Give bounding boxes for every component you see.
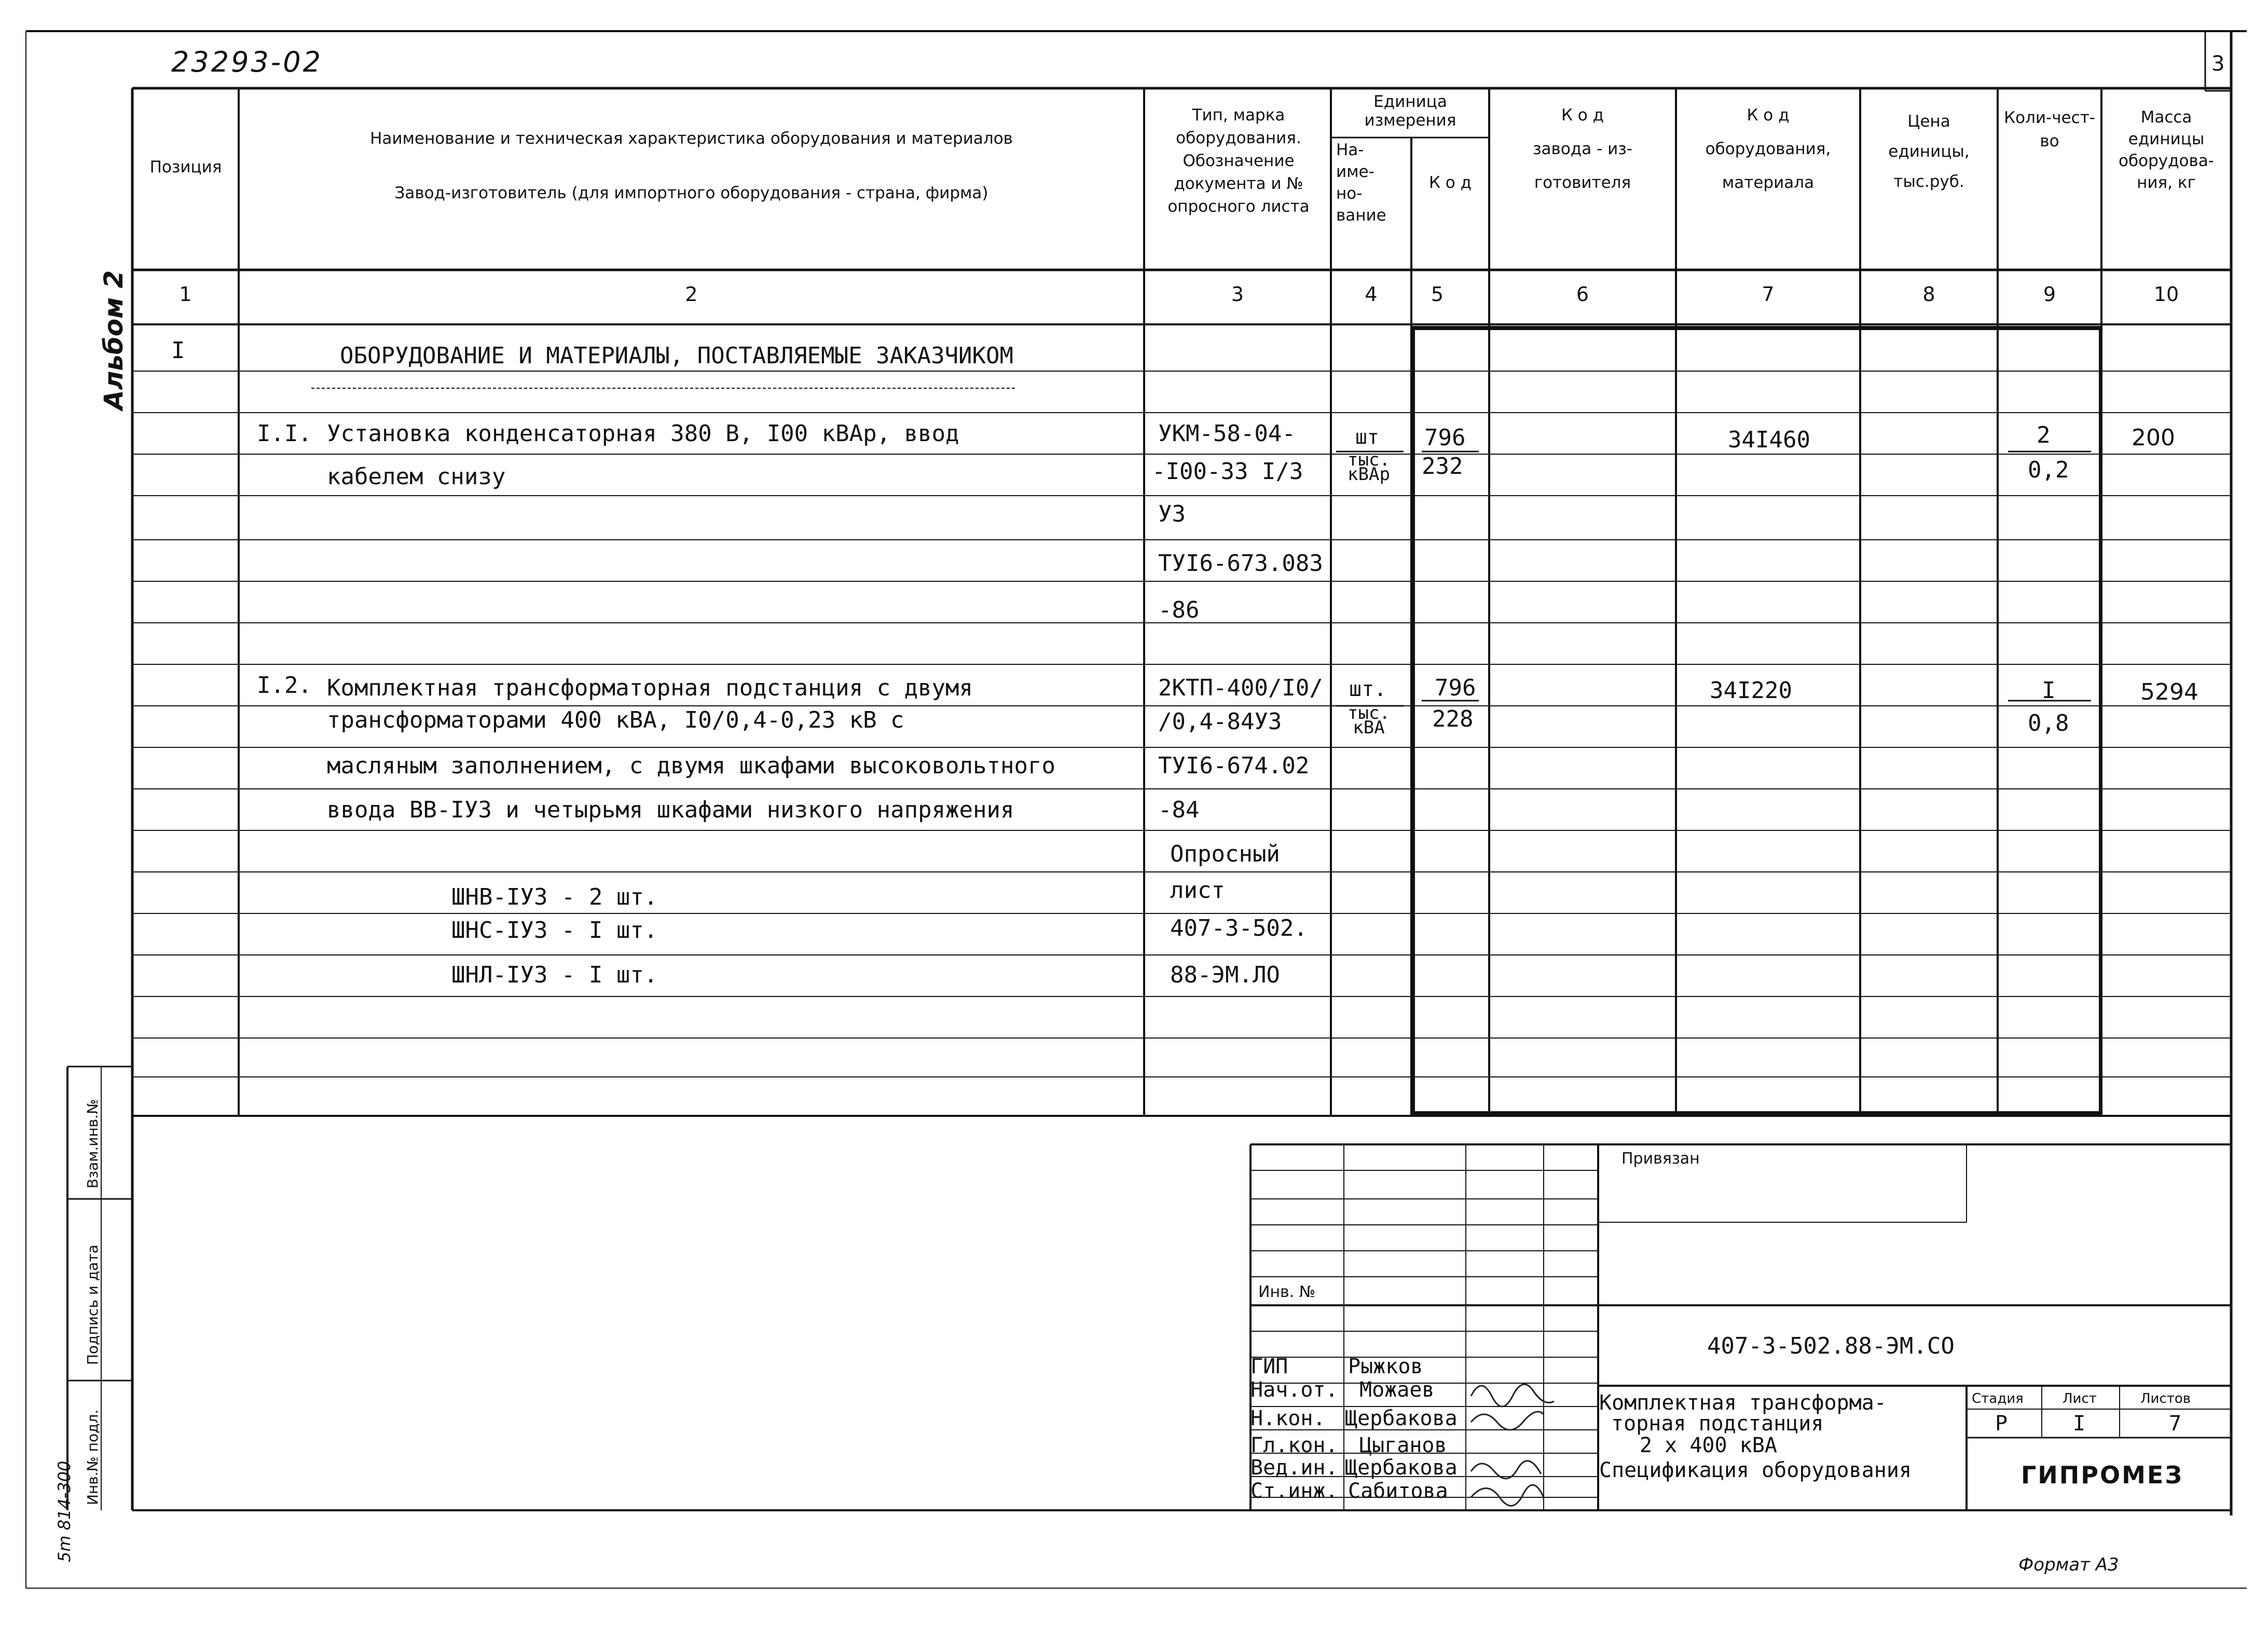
item2-type-2: /0,4-84УЗ <box>1158 708 1282 735</box>
item2-code-2: 228 <box>1432 706 1474 732</box>
stamp-role-4: Гл.кон. <box>1250 1433 1338 1457</box>
item2-type-6: лист <box>1170 877 1225 904</box>
stamp-title-3: 2 х 400 кВА <box>1640 1433 1777 1457</box>
stamp-name-6: Сабитова <box>1348 1479 1448 1503</box>
header-mass: Масса единицы оборудова-ния, кг <box>2119 108 2214 192</box>
item2-mass: 5294 <box>2140 679 2198 705</box>
stamp-role-3: Н.кон. <box>1250 1406 1326 1430</box>
format-label: Формат А3 <box>2018 1554 2119 1575</box>
header-material-code-3: материала <box>1722 173 1815 192</box>
item2-qty-2: 0,8 <box>2028 710 2069 736</box>
item1-unit-1: шт <box>1355 426 1379 448</box>
item2-subitem-2: ШНС-IУЗ - I шт. <box>451 917 658 944</box>
item2-unit-1: шт. <box>1349 677 1387 701</box>
colnum-5: 5 <box>1431 283 1444 306</box>
item2-type-1: 2КТП-400/I0/ <box>1158 675 1323 701</box>
stamp-organization: ГИПРОМЕЗ <box>2021 1461 2184 1489</box>
stamp-role-6: Ст.инж. <box>1250 1479 1338 1503</box>
side-code: 5m 814-300 <box>54 1460 74 1562</box>
item1-unit-2: тыс. кВАр <box>1348 449 1390 485</box>
colnum-6: 6 <box>1576 283 1589 306</box>
header-price: Цена единицы, тыс.руб. <box>1888 112 1970 191</box>
section-position: I <box>171 337 185 364</box>
header-factory-code-3: готовителя <box>1534 173 1631 192</box>
doc-number: 23293-02 <box>171 46 323 78</box>
stamp-inv-no-label: Инв. № <box>1258 1283 1316 1301</box>
item1-qty-1: 2 <box>2037 422 2051 448</box>
header-material-code-1: К о д <box>1747 106 1790 125</box>
stamp-sheets-label: Листов <box>2140 1391 2191 1406</box>
stamp-designation: 407-3-502.88-ЭМ.СО <box>1707 1333 1955 1359</box>
header-position: Позиция <box>149 158 222 176</box>
stamp-title-2: торная подстанция <box>1611 1412 1824 1436</box>
colnum-8: 8 <box>1922 283 1935 306</box>
stamp-title-4: Спецификация оборудования <box>1599 1458 1912 1482</box>
colnum-3: 3 <box>1231 283 1244 306</box>
item2-unit-2: тыс. кВА <box>1348 703 1390 738</box>
header-unit-name: На-име-но-вание <box>1336 141 1386 225</box>
stamp-name-5: Щербакова <box>1345 1456 1458 1480</box>
item1-type-2: -I00-33 I/3 <box>1152 458 1303 485</box>
album-label: Альбом 2 <box>99 270 129 410</box>
side-field-signature-date: Подпись и дата <box>84 1245 101 1365</box>
sheet-corner-number: 3 <box>2211 52 2225 76</box>
stamp-bound-label: Привязан <box>1621 1150 1700 1168</box>
stamp-sheet-label: Лист <box>2063 1391 2097 1406</box>
colnum-1: 1 <box>179 283 192 306</box>
item2-name-line2: трансформаторами 400 кВА, I0/0,4-0,23 кВ с <box>327 707 904 733</box>
item2-subitem-3: ШНЛ-IУЗ - I шт. <box>451 962 658 988</box>
item2-type-5: Опросный <box>1170 841 1280 867</box>
header-factory-code-2: завода - из- <box>1533 140 1632 158</box>
header-quantity: Коли-чест-во <box>2004 108 2095 151</box>
stamp-role-2: Нач.от. <box>1250 1378 1338 1402</box>
item1-code-1: 796 <box>1424 425 1466 451</box>
item2-subitem-1: ШНВ-IУЗ - 2 шт. <box>451 884 658 910</box>
stamp-role-1: ГИП <box>1250 1355 1288 1378</box>
item2-type-3: ТУI6-674.02 <box>1158 753 1310 779</box>
item1-material-code: 34I460 <box>1728 427 1810 453</box>
item1-qty-2: 0,2 <box>2028 457 2069 483</box>
stamp-sheet: I <box>2073 1412 2086 1436</box>
stamp-stage: Р <box>1995 1412 2008 1436</box>
side-field-inv-original: Инв.№ подл. <box>84 1409 101 1505</box>
item1-name-line1: Установка конденсаторная 380 В, I00 кВАр, ввод <box>327 420 959 447</box>
item2-qty-1: I <box>2042 677 2056 704</box>
stamp-name-1: Рыжков <box>1348 1355 1423 1378</box>
item2-name-line4: ввода ВВ-IУЗ и четырьмя шкафами низкого напряжения <box>327 797 1014 823</box>
stamp-name-4: Цыганов <box>1359 1433 1447 1457</box>
header-type: Тип, марка оборудования. Обозначение документа и № опросного листа <box>1167 106 1310 216</box>
colnum-2: 2 <box>685 283 698 306</box>
header-name-line1: Наименование и техническая характеристика оборудования и материалов <box>370 129 1013 148</box>
header-material-code-2: оборудования, <box>1705 140 1831 158</box>
item1-type-4: ТУI6-673.083 <box>1158 550 1323 577</box>
colnum-4: 4 <box>1365 283 1378 306</box>
header-unit: Единица измерения <box>1364 92 1456 130</box>
stamp-sheets: 7 <box>2169 1412 2182 1436</box>
item1-name-line2: кабелем снизу <box>327 463 506 490</box>
item1-type-1: УКМ-58-04- <box>1158 420 1296 447</box>
item2-name-line1: Комплектная трансформаторная подстанция с двумя <box>327 675 973 701</box>
side-field-replace-inv: Взам.инв.№ <box>84 1099 101 1189</box>
header-name-line2: Завод-изготовитель (для импортного оборудования - страна, фирма) <box>394 184 988 202</box>
item2-material-code: 34I220 <box>1710 677 1792 704</box>
item2-type-8: 88-ЭМ.ЛО <box>1170 962 1280 988</box>
item2-type-7: 407-3-502. <box>1170 915 1308 941</box>
colnum-9: 9 <box>2043 283 2056 306</box>
stamp-stage-label: Стадия <box>1972 1391 2024 1406</box>
item1-code-2: 232 <box>1422 453 1463 480</box>
colnum-10: 10 <box>2153 283 2179 306</box>
header-factory-code-1: К о д <box>1561 106 1604 125</box>
stamp-role-5: Вед.ин. <box>1250 1456 1338 1480</box>
stamp-name-2: Можаев <box>1359 1378 1435 1402</box>
stamp-name-3: Щербакова <box>1345 1406 1458 1430</box>
header-unit-code: К о д <box>1428 173 1472 192</box>
stamp-title-1: Комплектная трансформа- <box>1599 1391 1887 1415</box>
item2-code-1: 796 <box>1435 675 1476 701</box>
item1-type-3: УЗ <box>1158 501 1186 527</box>
item1-mass: 200 <box>2132 425 2175 451</box>
item1-type-5: -86 <box>1158 597 1200 623</box>
colnum-7: 7 <box>1762 283 1775 306</box>
item2-type-4: -84 <box>1158 797 1200 823</box>
item1-number: I.I. <box>257 420 312 447</box>
item2-name-line3: масляным заполнением, с двумя шкафами высоковольтного <box>327 753 1055 779</box>
signatures <box>1471 1384 1554 1506</box>
section-title: ОБОРУДОВАНИЕ И МАТЕРИАЛЫ, ПОСТАВЛЯЕМЫЕ ЗАКАЗЧИКОМ <box>340 343 1014 369</box>
item2-number: I.2. <box>257 672 312 699</box>
